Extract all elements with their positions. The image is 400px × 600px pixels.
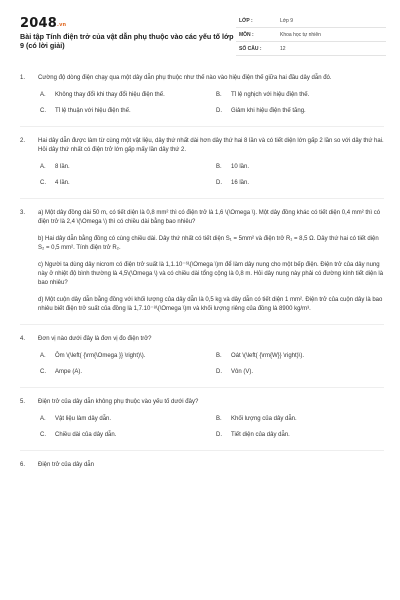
option-text: Giảm khi hiệu điện thế tăng. <box>231 108 306 114</box>
option-letter: B. <box>216 92 222 98</box>
answer-option[interactable] <box>40 107 208 116</box>
option-text: 8 lần. <box>55 164 70 170</box>
answer-option[interactable] <box>216 107 384 116</box>
option-letter: C. <box>40 180 46 186</box>
option-text: Vôn (V). <box>231 369 254 375</box>
option-text: Vật liệu làm dây dẫn. <box>55 416 112 422</box>
question-divider <box>20 198 384 199</box>
question-divider <box>20 450 384 451</box>
answer-options <box>38 352 384 377</box>
question-text: Điện trở của dây dẫn không phụ thuộc vào yếu tố dưới đây? <box>38 399 199 405</box>
question-part-b: b) Hai dây dẫn bằng đồng có cùng chiều dài. Dây thứ nhất có tiết diện S₁ = 5mm² và điện trở R₁ = 8,5 Ω. Dây thứ hai có tiết diện S₂ = 0,5 mm². Tính điện trở R₂. <box>38 236 379 251</box>
option-text: Tiết diện của dây dẫn. <box>231 432 290 438</box>
option-letter: A. <box>40 353 46 359</box>
answer-option[interactable] <box>216 163 384 172</box>
option-letter: A. <box>40 164 46 170</box>
answer-option[interactable] <box>216 91 384 100</box>
question-3 <box>20 209 384 314</box>
answer-option[interactable] <box>40 431 208 440</box>
option-text: Tỉ lệ nghịch với hiệu điện thế. <box>231 92 310 98</box>
logo-suffix: .vn <box>56 22 67 28</box>
option-letter: C. <box>40 369 46 375</box>
logo-text: 2048 <box>20 16 57 31</box>
option-text: 4 lần. <box>55 180 70 186</box>
answer-option[interactable] <box>216 179 384 188</box>
option-text: Ampe (A). <box>55 369 83 375</box>
meta-key: MÔN : <box>239 31 254 38</box>
answer-option[interactable] <box>216 368 384 377</box>
meta-value: Lớp 9 <box>280 17 294 24</box>
page-header <box>14 14 386 60</box>
question-6 <box>20 461 384 470</box>
meta-row-subject <box>236 28 386 42</box>
meta-table <box>236 14 386 56</box>
option-letter: C. <box>40 108 46 114</box>
question-text: Cường độ dòng điện chạy qua một dây dẫn phụ thuộc như thế nào vào hiệu điện thế giữa hai đầu dây dẫn đó. <box>38 75 332 81</box>
option-letter: D. <box>216 180 222 186</box>
question-divider <box>20 387 384 388</box>
meta-value: Khoa học tự nhiên <box>280 31 321 38</box>
meta-row-grade <box>236 14 386 28</box>
answer-option[interactable] <box>40 352 208 361</box>
answer-option[interactable] <box>216 352 384 361</box>
answer-options <box>38 163 384 188</box>
question-1 <box>20 74 384 116</box>
page-title: Bài tập Tính điện trở của vật dẫn phụ thuộc vào các yếu tố lớp 9 (có lời giải) <box>20 32 234 50</box>
question-divider <box>20 126 384 127</box>
answer-option[interactable] <box>40 368 208 377</box>
question-text: Hai dây dẫn được làm từ cùng một vật liệu, dây thứ nhất dài hơn dây thứ hai 8 lần và có tiết diện lớn gấp 2 lần so với dây thứ hai. Hỏi dây thứ nhất có điện trở lớn gấp mấy lần dây thứ 2. <box>38 138 384 153</box>
question-text: Đơn vị nào dưới đây là đơn vị đo điện trở? <box>38 336 152 342</box>
question-number: 2. <box>20 138 26 144</box>
option-letter: B. <box>216 416 222 422</box>
option-text: Khối lượng của dây dẫn. <box>231 416 297 422</box>
meta-key: LỚP : <box>239 17 253 24</box>
option-letter: D. <box>216 432 222 438</box>
option-text: 16 lần. <box>231 180 250 186</box>
question-5 <box>20 398 384 440</box>
question-number: 3. <box>20 210 26 216</box>
option-text: Tỉ lệ thuận với hiệu điện thế. <box>55 108 131 114</box>
question-list <box>20 74 384 470</box>
question-number: 4. <box>20 336 26 342</box>
option-text: Oát \(\left( {\rm{W}} \right)\). <box>231 353 305 359</box>
option-letter: C. <box>40 432 46 438</box>
option-text: Không thay đổi khi thay đổi hiệu điện thế. <box>55 92 165 98</box>
question-number: 6. <box>20 462 26 468</box>
answer-option[interactable] <box>40 179 208 188</box>
option-letter: D. <box>216 108 222 114</box>
meta-row-count <box>236 42 386 56</box>
question-number: 5. <box>20 399 26 405</box>
question-part-c: c) Người ta dùng dây nicrom có điện trở suất là 1,1.10⁻⁶\(\Omega \)m để làm dây nung cho một bếp điện. Điện trở của dây nung này ở nhiệt độ bình thường là 4,5\(\Omega \) và có chiều dài tổng cộng là 0,8 m. Hỏi dây nung này phải có đường kính tiết diện là bao nhiêu? <box>38 262 384 286</box>
question-text: Điện trở của dây dẫn <box>38 462 94 468</box>
question-part-d: d) Một cuộn dây dẫn bằng đồng với khối lượng của dây dẫn là 0,5 kg và dây dẫn có tiết diện 1 mm². Điện trở của cuộn dây là bao nhiêu biết điện trở suất của đồng là 1,7.10⁻⁸\(\Omega \)m và khối lượng riêng của đồng là 8900 kg/m³. <box>38 297 383 312</box>
answer-options <box>38 91 384 116</box>
question-part-a: a) Một dây đồng dài 50 m, có tiết diện là 0,8 mm² thì có điện trở là 1,6 \(\Omega \). Một dây đồng khác có tiết diện 0,4 mm² thì có điện trở là 2,4 \(\Omega \) thì có chiều dài bằng bao nhiêu? <box>38 210 381 225</box>
option-letter: B. <box>216 164 222 170</box>
answer-option[interactable] <box>216 431 384 440</box>
meta-value: 12 <box>280 45 286 52</box>
site-logo[interactable] <box>20 16 66 31</box>
answer-option[interactable] <box>40 91 208 100</box>
question-2 <box>20 137 384 188</box>
meta-key: SỐ CÂU : <box>239 45 262 52</box>
option-text: Chiều dài của dây dẫn. <box>55 432 117 438</box>
option-letter: A. <box>40 92 46 98</box>
option-text: Ôm \(\left( {\rm{\Omega }} \right)\). <box>55 353 146 359</box>
option-letter: B. <box>216 353 222 359</box>
answer-option[interactable] <box>40 163 208 172</box>
option-letter: A. <box>40 416 46 422</box>
answer-options <box>38 415 384 440</box>
answer-option[interactable] <box>40 415 208 424</box>
option-letter: D. <box>216 369 222 375</box>
option-text: 10 lần. <box>231 164 250 170</box>
question-number: 1. <box>20 75 26 81</box>
question-divider <box>20 324 384 325</box>
answer-option[interactable] <box>216 415 384 424</box>
question-4 <box>20 335 384 377</box>
